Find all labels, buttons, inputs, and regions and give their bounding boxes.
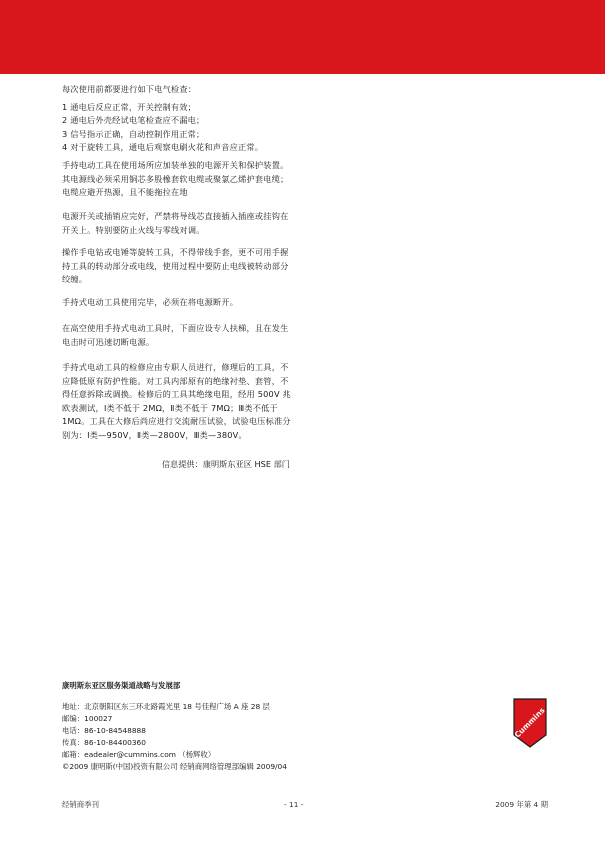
contact-fax: 传真：86-10-84400360 [62, 738, 146, 747]
contact-postcode: 邮编：100027 [62, 714, 113, 723]
check-item: 4 对于旋转工具，通电后观察电刷火花和声音应正常。 [62, 142, 264, 152]
paragraph-disconnect-after-use: 手持式电动工具使用完毕，必须在将电源断开。 [62, 297, 239, 307]
copyright-line: ©2009 康明斯(中国)投资有限公司 经销商网络管理部编辑 2009/04 [62, 762, 287, 771]
footer-publication: 经销商季刊 [62, 800, 99, 809]
contact-block [62, 680, 362, 773]
contact-email: 邮箱：eadealer@cummins.com （杨辉收） [62, 750, 216, 759]
contact-phone: 电话：86-10-84548888 [62, 726, 146, 735]
check-item: 1 通电后反应正常，开关控制有效； [62, 101, 197, 112]
footer-page-number: - 11 - [284, 800, 304, 809]
check-item: 2 通电后外壳经试电笔检查应不漏电； [62, 115, 205, 125]
paragraph-rotary-tools: 操作手电钻或电锤等旋转工具，不得带线手套，更不可用手握持工具的转动部分或电线，使用过程中要防止电线被转动部分绞缠。 [62, 247, 289, 284]
cummins-logo-icon [510, 695, 550, 751]
footer-issue: 2009 年第 4 期 [495, 800, 548, 809]
paragraph-power-switch-install: 手持电动工具在使用场所应加装单独的电源开关和保护装置。其电源线必须采用铜芯多股橡套软电缆或聚氯乙烯护套电缆；电缆应避开热源，且不能拖拉在地 [62, 160, 289, 197]
contact-address: 地址：北京朝阳区东三环北路霞光里 18 号佳程广场 A 座 28 层 [62, 702, 270, 711]
paragraph-high-altitude-use: 在高空使用手持式电动工具时，下面应设专人扶梯，且在发生电击时可迅速切断电源。 [62, 323, 289, 347]
paragraph-plug-safety: 电源开关或插销应完好，严禁将导线芯直接插入插座或挂钩在开关上。特别要防止火线与零线对调。 [62, 211, 289, 235]
paragraph-maintenance: 手持式电动工具的检修应由专职人员进行，修理后的工具，不应降低原有防护性能。对工具内部原有的绝缘衬垫、套管，不得任意拆除或调换。检修后的工具其绝缘电阻，经用 500V 兆欧表测试，Ⅰ类不低于 2MΩ，Ⅱ类不低于 7MΩ；Ⅲ类不低于 1MΩ。工具在大修后尚应进行交流耐压试验，试验电压标准分别为：Ⅰ类—950V，Ⅱ类—2800V，Ⅲ类—380V。 [62, 362, 291, 440]
check-item: 3 信号指示正确，自动控制作用正常； [62, 128, 205, 139]
electrical-check-section [62, 83, 292, 155]
check-intro: 每次使用前都要进行如下电气检查： [62, 84, 197, 94]
header-red-band [0, 0, 605, 74]
info-credit: 信息提供：康明斯东亚区 HSE 部门 [161, 459, 290, 469]
contact-heading: 康明斯东亚区服务渠道战略与发展部 [62, 681, 181, 690]
logo-wordmark: Cummins [512, 705, 547, 740]
